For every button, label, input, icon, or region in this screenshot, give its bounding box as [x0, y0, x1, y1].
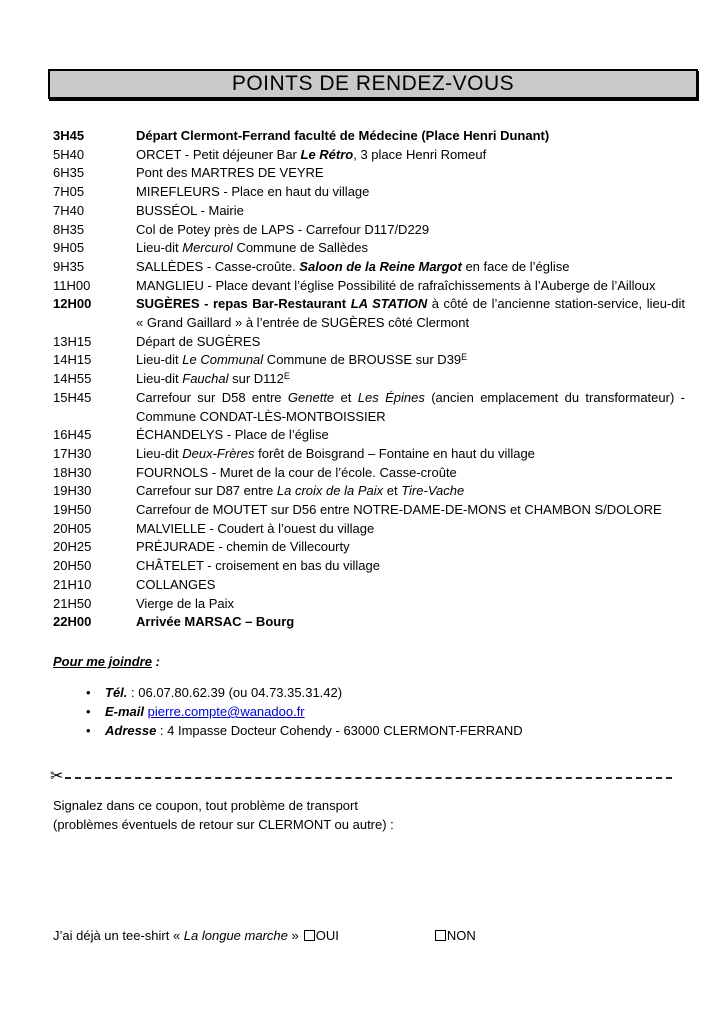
- schedule-description: COLLANGES: [136, 576, 216, 592]
- schedule-time: 20H50: [53, 558, 92, 574]
- bullet-icon: •: [86, 685, 91, 700]
- schedule-description: PRÉJURADE - chemin de Villecourty: [136, 539, 350, 555]
- schedule-description: MANGLIEU - Place devant l’église Possibilité de rafraîchissements à l’Auberge de l’Ailloux: [136, 277, 656, 293]
- schedule-description: Vierge de la Paix: [136, 595, 235, 611]
- schedule-description: BUSSÉOL - Mairie: [136, 202, 244, 218]
- schedule-row: [53, 277, 685, 296]
- schedule-row: [53, 258, 685, 277]
- choice-oui: [304, 926, 339, 945]
- schedule-description: Carrefour de MOUTET sur D56 entre NOTRE-DAME-DE-MONS et CHAMBON S/DOLORE: [136, 502, 662, 518]
- schedule-row: [53, 239, 685, 258]
- schedule-row: [53, 183, 685, 202]
- schedule-description: CHÂTELET - croisement en bas du village: [136, 558, 380, 574]
- schedule-time: 9H35: [53, 258, 85, 274]
- coupon-line-2: (problèmes éventuels de retour sur CLERMONT ou autre) :: [53, 816, 394, 832]
- schedule-row: [53, 221, 685, 240]
- schedule-description: Départ de SUGÈRES: [136, 333, 261, 349]
- bullet-icon: •: [86, 723, 91, 738]
- schedule-row: [53, 538, 685, 557]
- contact-heading: [53, 652, 653, 671]
- schedule-row: [53, 202, 685, 221]
- contact-item: • Tél. : 06.07.80.62.39 (ou 04.73.35.31.42): [86, 685, 343, 700]
- schedule-time: 21H50: [53, 595, 92, 611]
- schedule-description: Carrefour sur D58 entre Genette et Les Épines (ancien emplacement du transformateur) - Commune CONDAT-LÈS-MONTBOISSIER: [136, 389, 685, 424]
- contact-item: • Adresse : 4 Impasse Docteur Cohendy - 63000 CLERMONT-FERRAND: [86, 723, 523, 738]
- schedule-row: [53, 557, 685, 576]
- schedule-description: SALLÈDES - Casse-croûte. Saloon de la Reine Margot en face de l’église: [136, 258, 570, 274]
- schedule-description: ÉCHANDELYS - Place de l’église: [136, 427, 329, 443]
- schedule-time: 20H25: [53, 539, 92, 555]
- schedule-row: [53, 464, 685, 483]
- schedule-time: 14H15: [53, 352, 92, 368]
- schedule-time: 12H00: [53, 296, 92, 312]
- schedule-time: 7H05: [53, 184, 85, 200]
- coupon-instructions: [53, 797, 394, 834]
- schedule-description: Lieu-dit Deux-Frères forêt de Boisgrand – Fontaine en haut du village: [136, 445, 535, 461]
- schedule-row: [53, 426, 685, 445]
- schedule-time: 21H10: [53, 576, 92, 592]
- schedule-time: 20H05: [53, 520, 92, 536]
- schedule-time: 8H35: [53, 221, 85, 237]
- contact-heading-colon: :: [151, 654, 160, 669]
- page-title-text: POINTS DE RENDEZ-VOUS: [231, 72, 515, 95]
- schedule-row: [53, 333, 685, 352]
- choice-non-label: NON: [446, 928, 476, 943]
- schedule-row: [53, 389, 685, 426]
- page-title: [48, 69, 698, 99]
- contact-item: • E-mail pierre.compte@wanadoo.fr: [86, 704, 305, 719]
- schedule-row: [53, 445, 685, 464]
- contact-heading-text: Pour me joindre: [53, 654, 152, 669]
- schedule-description: MIREFLEURS - Place en haut du village: [136, 184, 370, 200]
- schedule-row: [53, 164, 685, 183]
- dashed-cut-rule: [65, 777, 672, 779]
- schedule-time: 19H30: [53, 483, 92, 499]
- schedule-time: 22H00: [53, 614, 92, 630]
- schedule-description: FOURNOLS - Muret de la cour de l’école. Casse-croûte: [136, 464, 457, 480]
- schedule-time: 18H30: [53, 464, 92, 480]
- schedule-row: [53, 595, 685, 614]
- schedule-description: MALVIELLE - Coudert à l’ouest du village: [136, 520, 375, 536]
- schedule-description: SUGÈRES - repas Bar-Restaurant LA STATION à côté de l’ancienne station-service, lieu-dit « Grand Gaillard » à l’entrée de SUGÈRES côté Clermont: [136, 296, 685, 331]
- choice-oui-label: OUI: [315, 928, 339, 943]
- choice-non: [435, 926, 476, 945]
- schedule-row: [53, 501, 685, 520]
- schedule-row: [53, 520, 685, 539]
- schedule-description: Départ Clermont-Ferrand faculté de Médecine (Place Henri Dunant): [136, 128, 550, 143]
- schedule-time: 14H55: [53, 371, 92, 387]
- checkbox-non[interactable]: [435, 930, 446, 941]
- tshirt-question: [53, 926, 476, 945]
- schedule-description: Lieu-dit Le Communal Commune de BROUSSE sur $D39^E$: [136, 352, 468, 368]
- schedule-time: 5H40: [53, 146, 85, 162]
- schedule-row: [53, 351, 685, 370]
- bullet-icon: •: [86, 704, 91, 719]
- schedule-time: 9H05: [53, 240, 85, 256]
- schedule-time: 17H30: [53, 445, 92, 461]
- checkbox-oui[interactable]: [304, 930, 315, 941]
- schedule-time: 15H45: [53, 389, 92, 405]
- schedule-time: 19H50: [53, 502, 92, 518]
- schedule-description: Col de Potey près de LAPS - Carrefour D117/D229: [136, 221, 430, 237]
- schedule-description: ORCET - Petit déjeuner Bar Le Rétro, 3 place Henri Romeuf: [136, 146, 487, 162]
- schedule-description: Carrefour sur D87 entre La croix de la Paix et Tire-Vache: [136, 483, 465, 499]
- schedule-list: [53, 127, 685, 632]
- schedule-time: 16H45: [53, 427, 92, 443]
- schedule-row: [53, 146, 685, 165]
- schedule-description: Arrivée MARSAC – Bourg: [136, 614, 295, 630]
- schedule-description: Lieu-dit Fauchal sur $D112^E$: [136, 371, 290, 387]
- schedule-row: [53, 295, 685, 332]
- schedule-time: 11H00: [53, 277, 91, 293]
- schedule-row: [53, 127, 685, 146]
- schedule-description: Pont des MARTRES DE VEYRE: [136, 165, 324, 181]
- schedule-row: [53, 613, 685, 632]
- schedule-time: 13H15: [53, 333, 92, 349]
- coupon-line-1: Signalez dans ce coupon, tout problème de transport: [53, 798, 358, 813]
- cut-line: [50, 766, 672, 788]
- tshirt-question-text: J’ai déjà un tee-shirt « La longue marche »: [53, 928, 299, 943]
- scissors-icon: ✂: [50, 768, 64, 785]
- email-link[interactable]: pierre.compte@wanadoo.fr: [147, 704, 305, 719]
- schedule-row: [53, 482, 685, 501]
- schedule-time: 7H40: [53, 202, 85, 218]
- schedule-time: 3H45: [53, 128, 85, 143]
- contact-section: [53, 652, 653, 740]
- schedule-time: 6H35: [53, 165, 85, 181]
- contact-list: [53, 683, 653, 740]
- schedule-description: Lieu-dit Mercurol Commune de Sallèdes: [136, 240, 368, 256]
- schedule-row: [53, 370, 685, 389]
- schedule-row: [53, 576, 685, 595]
